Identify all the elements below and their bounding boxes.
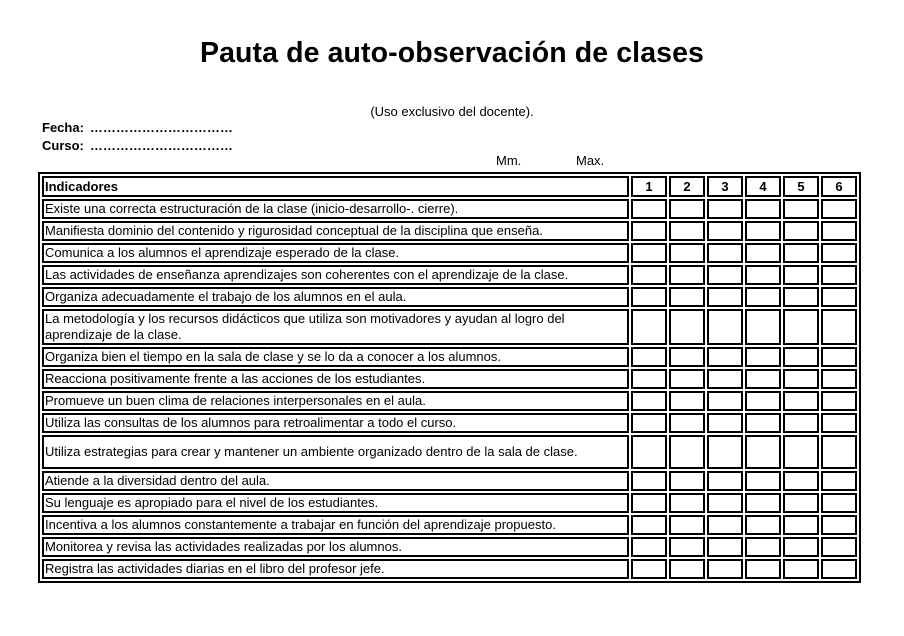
page-title: Pauta de auto-observación de clases bbox=[199, 37, 705, 69]
indicator-text: Utiliza estrategias para crear y mantener un ambiente organizado dentro de la sala de clase. bbox=[42, 435, 629, 469]
rating-cell-6[interactable] bbox=[821, 493, 857, 513]
rating-cell-3[interactable] bbox=[707, 471, 743, 491]
rating-cell-3[interactable] bbox=[707, 199, 743, 219]
rating-cell-6[interactable] bbox=[821, 243, 857, 263]
rating-cell-2[interactable] bbox=[669, 537, 705, 557]
rating-cell-5[interactable] bbox=[783, 265, 819, 285]
header-level-4: 4 bbox=[745, 176, 781, 197]
rating-cell-1[interactable] bbox=[631, 537, 667, 557]
header-level-5: 5 bbox=[783, 176, 819, 197]
rating-cell-6[interactable] bbox=[821, 199, 857, 219]
rating-cell-5[interactable] bbox=[783, 287, 819, 307]
header-level-2: 2 bbox=[669, 176, 705, 197]
rating-cell-3[interactable] bbox=[707, 243, 743, 263]
rating-cell-2[interactable] bbox=[669, 347, 705, 367]
rating-cell-4[interactable] bbox=[745, 493, 781, 513]
fecha-value[interactable]: …………………………… bbox=[89, 120, 233, 135]
rating-cell-3[interactable] bbox=[707, 265, 743, 285]
rating-cell-6[interactable] bbox=[821, 537, 857, 557]
rating-cell-1[interactable] bbox=[631, 493, 667, 513]
indicator-text: La metodología y los recursos didácticos que utiliza son motivadores y ayudan al logro del aprendizaje de la clase. bbox=[42, 309, 629, 345]
rating-cell-4[interactable] bbox=[745, 287, 781, 307]
header-level-6: 6 bbox=[821, 176, 857, 197]
table-row bbox=[42, 287, 857, 307]
rating-cell-1[interactable] bbox=[631, 515, 667, 535]
table-row bbox=[42, 243, 857, 263]
table-header-row bbox=[42, 176, 857, 197]
indicator-text: Registra las actividades diarias en el libro del profesor jefe. bbox=[42, 559, 629, 579]
rating-cell-2[interactable] bbox=[669, 199, 705, 219]
rating-cell-3[interactable] bbox=[707, 347, 743, 367]
rating-cell-6[interactable] bbox=[821, 265, 857, 285]
rating-cell-4[interactable] bbox=[745, 515, 781, 535]
rating-cell-4[interactable] bbox=[745, 471, 781, 491]
rating-cell-5[interactable] bbox=[783, 493, 819, 513]
rating-cell-4[interactable] bbox=[745, 199, 781, 219]
rating-cell-1[interactable] bbox=[631, 347, 667, 367]
table-row bbox=[42, 435, 857, 469]
rating-cell-5[interactable] bbox=[783, 471, 819, 491]
indicator-text: Monitorea y revisa las actividades realizadas por los alumnos. bbox=[42, 537, 629, 557]
indicator-text: Atiende a la diversidad dentro del aula. bbox=[42, 471, 629, 491]
curso-label: Curso: bbox=[42, 138, 84, 153]
rating-cell-5[interactable] bbox=[783, 369, 819, 389]
table-row bbox=[42, 413, 857, 433]
table-row bbox=[42, 369, 857, 389]
rating-cell-5[interactable] bbox=[783, 537, 819, 557]
rating-cell-2[interactable] bbox=[669, 221, 705, 241]
rating-cell-2[interactable] bbox=[669, 369, 705, 389]
rating-cell-6[interactable] bbox=[821, 471, 857, 491]
rating-cell-6[interactable] bbox=[821, 413, 857, 433]
header-level-1: 1 bbox=[631, 176, 667, 197]
table-row bbox=[42, 265, 857, 285]
rating-cell-5[interactable] bbox=[783, 413, 819, 433]
table-row bbox=[42, 391, 857, 411]
rating-cell-4[interactable] bbox=[745, 537, 781, 557]
rating-cell-3[interactable] bbox=[707, 537, 743, 557]
evaluation-table-container bbox=[38, 172, 860, 583]
rating-cell-3[interactable] bbox=[707, 515, 743, 535]
rating-cell-4[interactable] bbox=[745, 413, 781, 433]
rating-cell-1[interactable] bbox=[631, 265, 667, 285]
scale-max-label: Max. bbox=[576, 153, 605, 168]
rating-cell-5[interactable] bbox=[783, 199, 819, 219]
curso-value[interactable]: …………………………… bbox=[89, 138, 233, 153]
rating-cell-4[interactable] bbox=[745, 309, 781, 345]
rating-cell-1[interactable] bbox=[631, 369, 667, 389]
rating-cell-6[interactable] bbox=[821, 435, 857, 469]
rating-cell-5[interactable] bbox=[783, 309, 819, 345]
indicator-text: Su lenguaje es apropiado para el nivel de los estudiantes. bbox=[42, 493, 629, 513]
rating-cell-5[interactable] bbox=[783, 347, 819, 367]
rating-cell-2[interactable] bbox=[669, 471, 705, 491]
table-row bbox=[42, 199, 857, 219]
rating-cell-4[interactable] bbox=[745, 435, 781, 469]
rating-cell-4[interactable] bbox=[745, 559, 781, 579]
table-row bbox=[42, 515, 857, 535]
rating-cell-6[interactable] bbox=[821, 369, 857, 389]
rating-cell-6[interactable] bbox=[821, 515, 857, 535]
rating-cell-3[interactable] bbox=[707, 493, 743, 513]
rating-cell-3[interactable] bbox=[707, 221, 743, 241]
table-row bbox=[42, 309, 857, 345]
rating-cell-3[interactable] bbox=[707, 435, 743, 469]
rating-cell-1[interactable] bbox=[631, 391, 667, 411]
evaluation-table bbox=[38, 172, 861, 583]
rating-cell-1[interactable] bbox=[631, 287, 667, 307]
rating-cell-3[interactable] bbox=[707, 559, 743, 579]
rating-cell-5[interactable] bbox=[783, 221, 819, 241]
rating-cell-6[interactable] bbox=[821, 347, 857, 367]
rating-cell-3[interactable] bbox=[707, 287, 743, 307]
rating-cell-4[interactable] bbox=[745, 369, 781, 389]
indicator-text: Reacciona positivamente frente a las acciones de los estudiantes. bbox=[42, 369, 629, 389]
indicator-text: Manifiesta dominio del contenido y rigurosidad conceptual de la disciplina que enseña. bbox=[42, 221, 629, 241]
rating-cell-4[interactable] bbox=[745, 347, 781, 367]
rating-cell-1[interactable] bbox=[631, 471, 667, 491]
page-subtitle: (Uso exclusivo del docente). bbox=[370, 104, 534, 119]
evaluation-table-body bbox=[42, 176, 857, 579]
table-row bbox=[42, 559, 857, 579]
rating-cell-5[interactable] bbox=[783, 515, 819, 535]
curso-field[interactable] bbox=[42, 138, 233, 153]
indicator-text: Utiliza las consultas de los alumnos para retroalimentar a todo el curso. bbox=[42, 413, 629, 433]
rating-cell-2[interactable] bbox=[669, 287, 705, 307]
indicator-text: Promueve un buen clima de relaciones interpersonales en el aula. bbox=[42, 391, 629, 411]
rating-cell-6[interactable] bbox=[821, 287, 857, 307]
rating-cell-2[interactable] bbox=[669, 413, 705, 433]
rating-cell-5[interactable] bbox=[783, 243, 819, 263]
indicator-text: Organiza adecuadamente el trabajo de los alumnos en el aula. bbox=[42, 287, 629, 307]
rating-cell-1[interactable] bbox=[631, 199, 667, 219]
indicator-text: Comunica a los alumnos el aprendizaje esperado de la clase. bbox=[42, 243, 629, 263]
rating-cell-1[interactable] bbox=[631, 435, 667, 469]
rating-cell-3[interactable] bbox=[707, 391, 743, 411]
table-row bbox=[42, 221, 857, 241]
rating-cell-6[interactable] bbox=[821, 221, 857, 241]
rating-cell-2[interactable] bbox=[669, 559, 705, 579]
rating-cell-1[interactable] bbox=[631, 559, 667, 579]
rating-cell-1[interactable] bbox=[631, 413, 667, 433]
rating-cell-3[interactable] bbox=[707, 369, 743, 389]
scale-min-label: Mm. bbox=[496, 153, 522, 168]
rating-cell-4[interactable] bbox=[745, 243, 781, 263]
rating-cell-6[interactable] bbox=[821, 391, 857, 411]
rating-cell-3[interactable] bbox=[707, 413, 743, 433]
rating-cell-4[interactable] bbox=[745, 265, 781, 285]
rating-cell-2[interactable] bbox=[669, 391, 705, 411]
rating-cell-3[interactable] bbox=[707, 309, 743, 345]
fecha-field[interactable] bbox=[42, 120, 233, 135]
header-level-3: 3 bbox=[707, 176, 743, 197]
rating-cell-2[interactable] bbox=[669, 309, 705, 345]
rating-cell-2[interactable] bbox=[669, 265, 705, 285]
indicator-text: Organiza bien el tiempo en la sala de clase y se lo da a conocer a los alumnos. bbox=[42, 347, 629, 367]
rating-cell-2[interactable] bbox=[669, 515, 705, 535]
fecha-label: Fecha: bbox=[42, 120, 84, 135]
rating-cell-2[interactable] bbox=[669, 493, 705, 513]
table-row bbox=[42, 493, 857, 513]
indicator-text: Las actividades de enseñanza aprendizajes son coherentes con el aprendizaje de la clase. bbox=[42, 265, 629, 285]
rating-cell-5[interactable] bbox=[783, 559, 819, 579]
table-row bbox=[42, 537, 857, 557]
rating-cell-6[interactable] bbox=[821, 309, 857, 345]
table-row bbox=[42, 347, 857, 367]
header-indicadores: Indicadores bbox=[42, 176, 629, 197]
indicator-text: Incentiva a los alumnos constantemente a trabajar en función del aprendizaje propuesto. bbox=[42, 515, 629, 535]
rating-cell-2[interactable] bbox=[669, 435, 705, 469]
rating-cell-2[interactable] bbox=[669, 243, 705, 263]
rating-cell-5[interactable] bbox=[783, 391, 819, 411]
rating-cell-1[interactable] bbox=[631, 243, 667, 263]
table-row bbox=[42, 471, 857, 491]
rating-cell-4[interactable] bbox=[745, 221, 781, 241]
rating-cell-1[interactable] bbox=[631, 221, 667, 241]
rating-cell-4[interactable] bbox=[745, 391, 781, 411]
indicator-text: Existe una correcta estructuración de la clase (inicio-desarrollo-. cierre). bbox=[42, 199, 629, 219]
rating-cell-6[interactable] bbox=[821, 559, 857, 579]
rating-cell-1[interactable] bbox=[631, 309, 667, 345]
rating-cell-5[interactable] bbox=[783, 435, 819, 469]
